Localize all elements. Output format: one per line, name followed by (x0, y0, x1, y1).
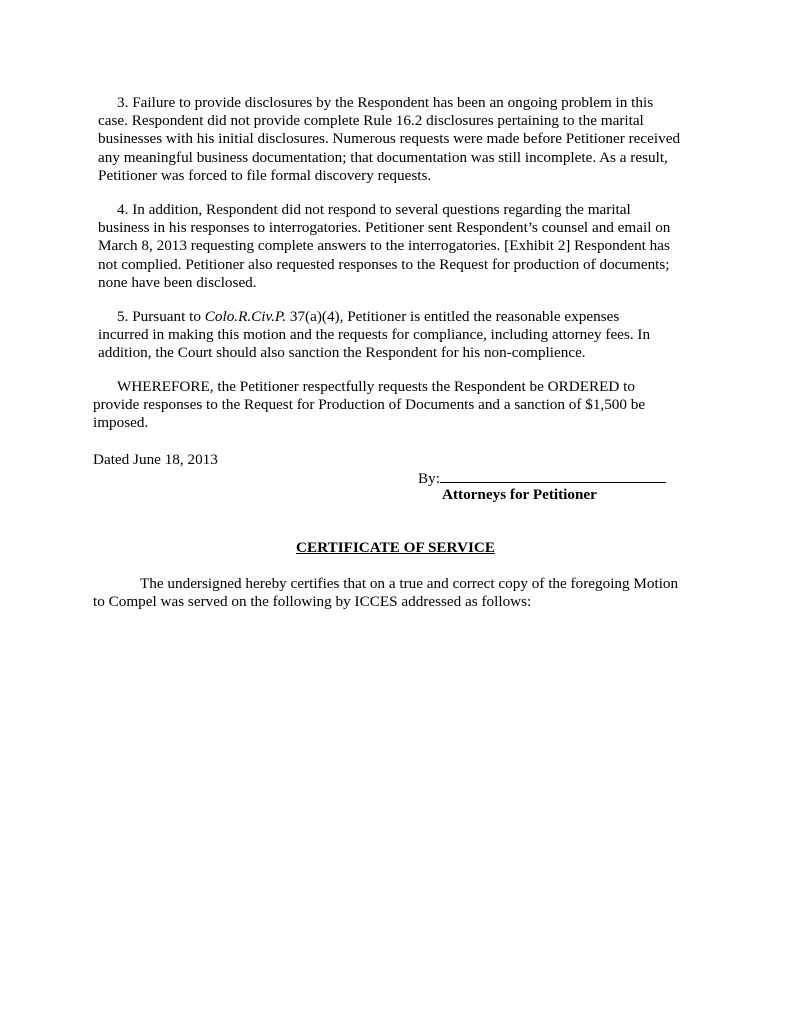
certificate-body (93, 575, 678, 611)
paragraph-line: none have been disclosed. (98, 273, 257, 291)
rule-citation: Colo.R.Civ.P. (204, 308, 287, 325)
paragraph-line: 3. Failure to provide disclosures by the Respondent has been an ongoing problem in this (117, 94, 654, 111)
paragraph-line: incurred in making this motion and the requests for compliance, including attorney fees. In (98, 326, 651, 344)
paragraph-3 (98, 94, 680, 185)
paragraph-line: Petitioner was forced to file formal discovery requests. (98, 166, 432, 184)
dated-line: Dated June 18, 2013 (93, 451, 218, 468)
paragraph-line: WHEREFORE, the Petitioner respectfully requests the Respondent be ORDERED to (117, 378, 635, 395)
paragraph-line: business in his responses to interrogatories. Petitioner sent Respondent’s counsel and email on (98, 219, 671, 237)
attorneys-label: Attorneys for Petitioner (442, 486, 597, 503)
paragraph-line: not complied. Petitioner also requested responses to the Request for production of documents; (98, 255, 670, 273)
paragraph-text: 37(a)(4), Petitioner is entitled the reasonable expenses (286, 308, 620, 325)
paragraph-4 (98, 201, 670, 292)
paragraph-line: businesses with his initial disclosures. Numerous requests were made before Petitioner received (98, 130, 681, 148)
signature-blank (440, 468, 666, 483)
paragraph-5 (98, 308, 650, 363)
paragraph-line: The undersigned hereby certifies that on a true and correct copy of the foregoing Motion (140, 575, 679, 592)
paragraph-line: addition, the Court should also sanction the Respondent for his non-complience. (98, 344, 586, 362)
paragraph-line: provide responses to the Request for Production of Documents and a sanction of $1,500 be (93, 396, 646, 414)
paragraph-line: March 8, 2013 requesting complete answers to the interrogatories. [Exhibit 2] Respondent has (98, 237, 670, 255)
paragraph-line: case. Respondent did not provide complete Rule 16.2 disclosures pertaining to the marital (98, 112, 644, 130)
paragraph-line: any meaningful business documentation; that documentation was still incomplete. As a result, (98, 148, 668, 166)
certificate-title (0, 539, 791, 557)
wherefore-paragraph (93, 378, 645, 433)
paragraph-text: 5. Pursuant to (117, 308, 205, 325)
paragraph-line: 4. In addition, Respondent did not respond to several questions regarding the marital (117, 201, 631, 218)
by-label: By: (418, 470, 440, 487)
certificate-title-text: CERTIFICATE OF SERVICE (296, 539, 495, 556)
paragraph-line: imposed. (93, 414, 149, 432)
paragraph-line (98, 308, 650, 326)
paragraph-line: to Compel was served on the following by ICCES addressed as follows: (93, 593, 532, 611)
